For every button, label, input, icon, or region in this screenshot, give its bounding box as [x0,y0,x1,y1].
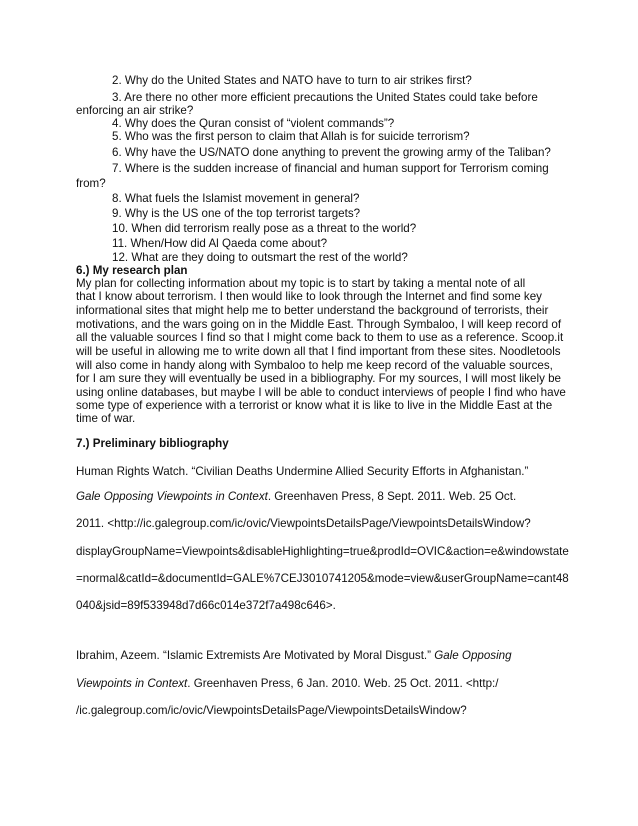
question-7-continued: from? [76,177,106,190]
bib-publication-info: . Greenhaven Press, 8 Sept. 2011. Web. 25 Oct. [267,490,517,503]
research-plan-line: that I know about terrorism. I then would like to look through the Internet and find some key [76,290,542,303]
question-12: 12. What are they doing to outsmart the rest of the world? [112,251,408,264]
research-plan-line: using online databases, but maybe I will be able to conduct interviews of people I find who have [76,386,566,399]
question-11: 11. When/How did Al Qaeda come about? [112,237,328,250]
bib-entry-2-line-1 [76,649,512,663]
research-plan-line: My plan for collecting information about my topic is to start by taking a mental note of all [76,277,526,290]
bib-entry-1-line-6: 040&jsid=89f533948d7d66c014e372f7a498c646>. [76,599,336,612]
question-8: 8. What fuels the Islamist movement in general? [112,192,360,205]
research-plan-line: time of war. [76,412,136,425]
bib-entry-1-line-2 [76,490,516,504]
question-6: 6. Why have the US/NATO done anything to prevent the growing army of the Taliban? [112,146,551,159]
research-plan-line: will be useful in allowing me to write down all that I find important from these sites. Noodletools [76,345,561,358]
research-plan-line: informational sites that might help me to better understand the background of terrorists, their [76,304,549,317]
research-plan-line: will also come in handy along with Symbaloo to help me keep record of the valuable sources, [76,359,553,372]
research-plan-heading: 6.) My research plan [76,264,188,277]
bib-source-title: Viewpoints in Context [76,677,188,690]
bib-entry-2-line-3: /ic.galegroup.com/ic/ovic/ViewpointsDetailsPage/ViewpointsDetailsWindow? [76,704,467,717]
question-10: 10. When did terrorism really pose as a threat to the world? [112,222,417,235]
question-3: 3. Are there no other more efficient precautions the United States could take before [112,91,538,104]
research-plan-line: for I am sure they will eventually be used in a bibliography. For my sources, I will most likely be [76,372,561,385]
bib-entry-1-line-4: displayGroupName=Viewpoints&disableHighlighting=true&prodId=OVIC&action=e&windowstate [76,545,569,558]
question-5: 5. Who was the first person to claim that Allah is for suicide terrorism? [112,130,470,143]
bib-entry-1-line-1: Human Rights Watch. “Civilian Deaths Undermine Allied Security Efforts in Afghanistan.” [76,465,529,478]
question-3-continued: enforcing an air strike? [76,104,194,117]
bib-entry-1-line-3: 2011. <http://ic.galegroup.com/ic/ovic/ViewpointsDetailsPage/ViewpointsDetailsWindow? [76,517,531,530]
question-7: 7. Where is the sudden increase of financial and human support for Terrorism coming [112,162,549,175]
question-9: 9. Why is the US one of the top terrorist targets? [112,207,361,220]
question-2: 2. Why do the United States and NATO have to turn to air strikes first? [112,74,472,87]
bib-entry-2-line-2 [76,677,498,691]
bib-publication-info: . Greenhaven Press, 6 Jan. 2010. Web. 25 Oct. 2011. <http:/ [187,677,499,690]
question-4: 4. Why does the Quran consist of “violent commands”? [112,117,395,130]
bib-author-title: Ibrahim, Azeem. “Islamic Extremists Are Motivated by Moral Disgust.” [76,649,435,662]
bibliography-heading: 7.) Preliminary bibliography [76,437,229,450]
bib-source-title: Gale Opposing Viewpoints in Context [76,490,268,503]
research-plan-line: all the valuable sources I find so that I might come back to them to use as a reference. Scoop.it [76,331,564,344]
bib-entry-1-line-5: =normal&catId=&documentId=GALE%7CEJ3010741205&mode=view&userGroupName=cant48 [76,572,569,585]
bib-source-title: Gale Opposing [434,649,512,662]
research-plan-line: some type of experience with a terrorist or know what it is like to live in the Middle East at the [76,399,553,412]
research-plan-line: motivations, and the wars going on in the Middle East. Through Symbaloo, I will keep record of [76,318,562,331]
